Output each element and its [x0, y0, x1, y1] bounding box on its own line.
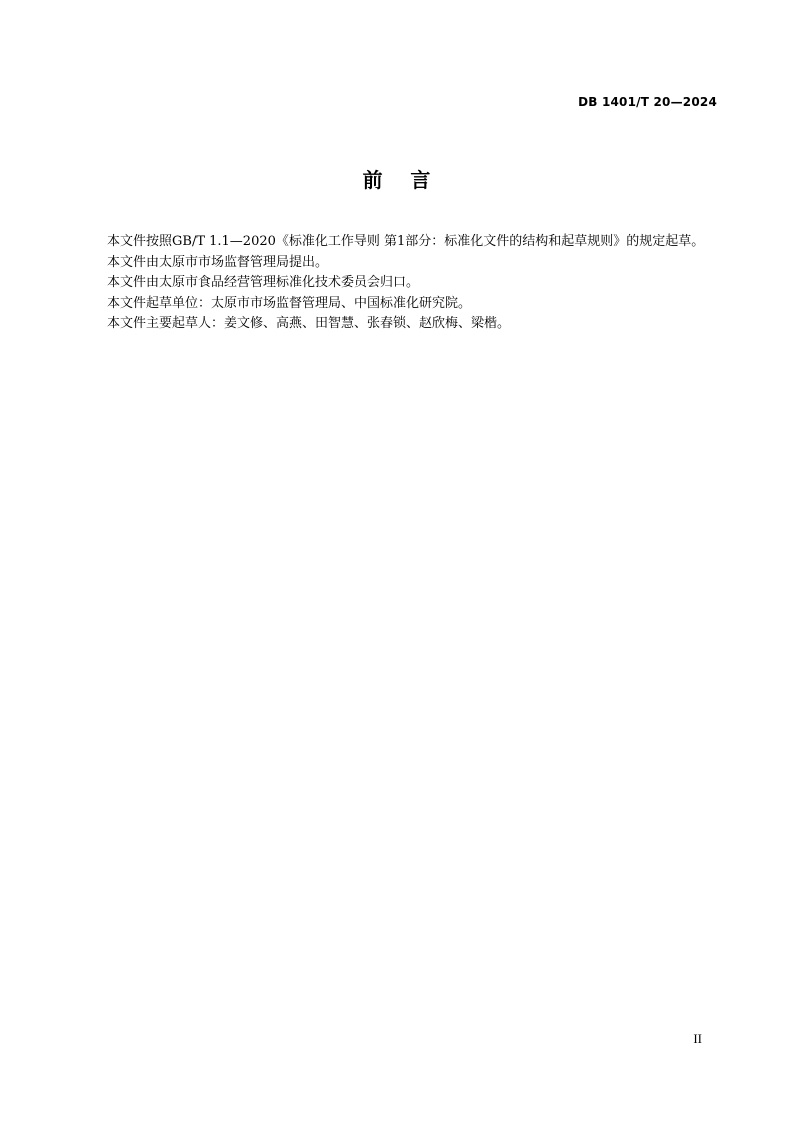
- page-number: II: [693, 1031, 702, 1046]
- paragraph-drafting-rules: 本文件按照GB/T 1.1—2020《标准化工作导则 第1部分：标准化文件的结构和起草规则》的规定起草。: [107, 234, 705, 249]
- page-title: 前 言: [362, 168, 431, 192]
- paragraph-committee: 本文件由太原市食品经营管理标准化技术委员会归口。: [107, 275, 420, 290]
- paragraph-proposer: 本文件由太原市市场监督管理局提出。: [107, 254, 329, 270]
- paragraph-drafting-units: 本文件起草单位：太原市市场监督管理局、中国标准化研究院。: [107, 295, 472, 311]
- document-number: DB 1401/T 20—2024: [578, 95, 717, 109]
- paragraph-drafters: 本文件主要起草人：姜文修、高燕、田智慧、张春锁、赵欣梅、梁楷。: [107, 316, 511, 331]
- foreword-body: [81, 232, 721, 335]
